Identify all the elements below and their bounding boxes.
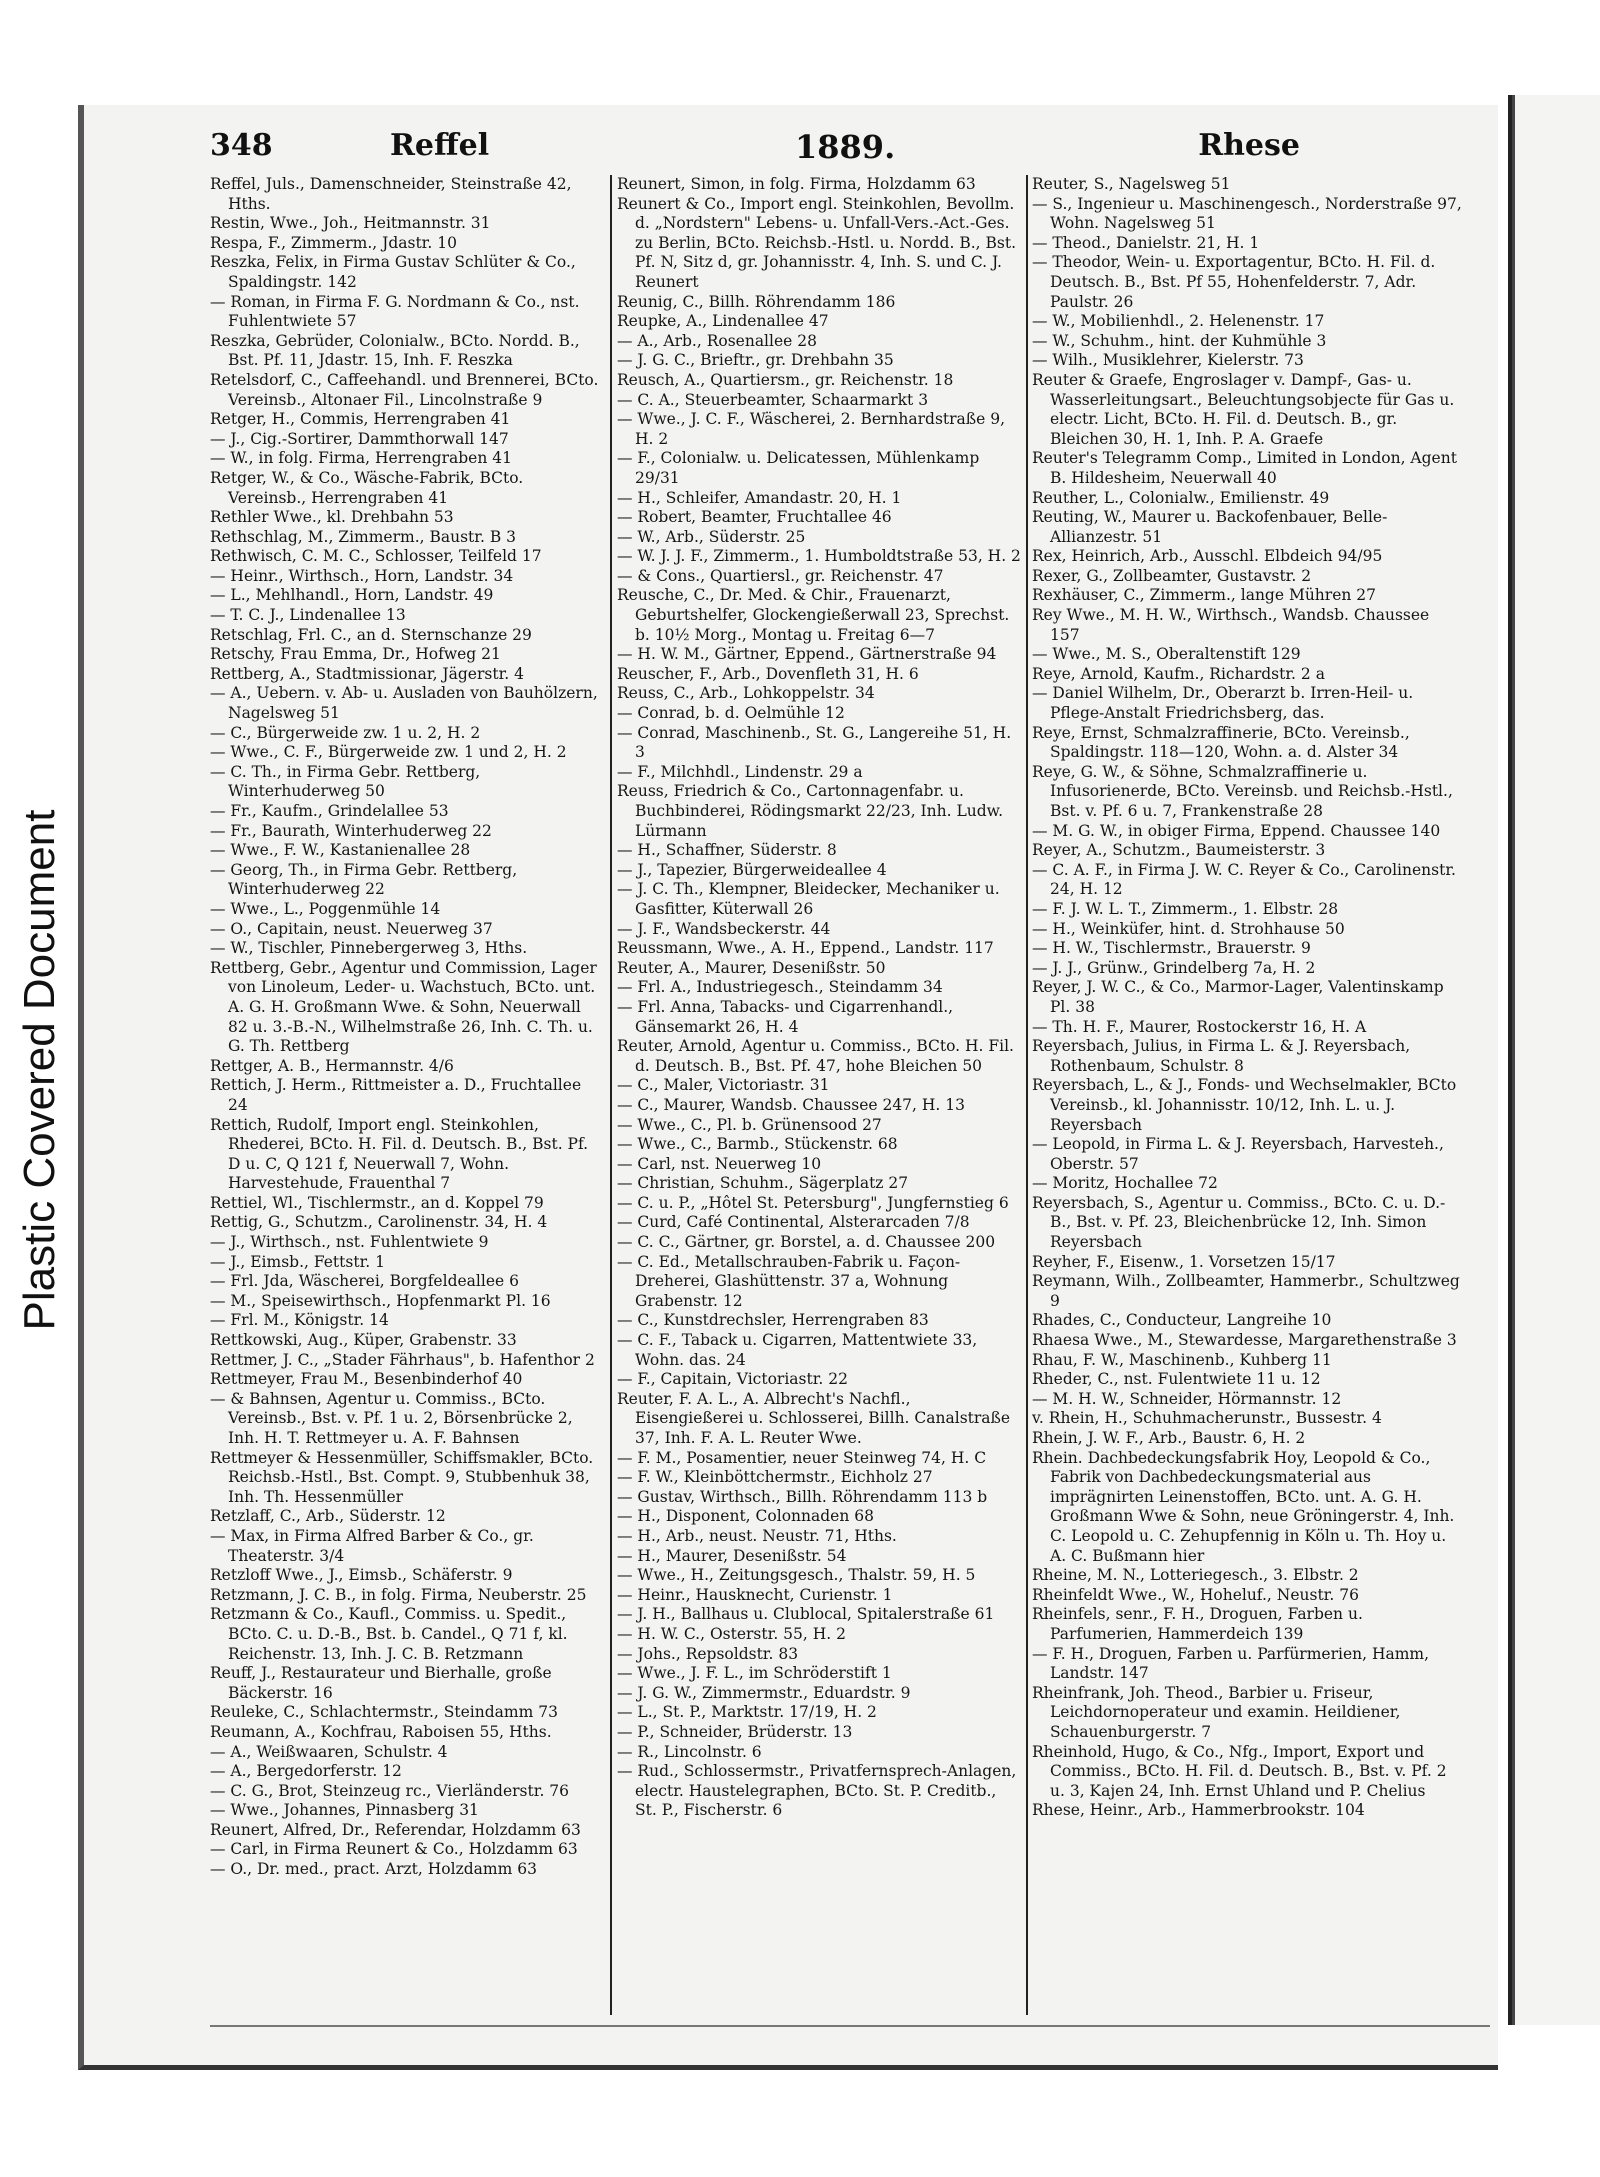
directory-entry: — H., Arb., neust. Neustr. 71, Hths.	[617, 1526, 897, 1545]
header-right-word: Rhese	[1198, 128, 1300, 163]
directory-entry: — H., Maurer, Desenißstr. 54	[617, 1546, 847, 1565]
directory-entry: — Wwe., C. F., Bürgerweide zw. 1 und 2, H. 2	[210, 743, 567, 762]
directory-entry: — Heinr., Hausknecht, Curienstr. 1	[617, 1585, 893, 1604]
directory-entry: Retzmann, J. C. B., in folg. Firma, Neuberstr. 25	[210, 1585, 587, 1604]
directory-entry: v. Rhein, H., Schuhmacherunstr., Bussestr. 4	[1032, 1409, 1382, 1428]
directory-entry: Rheinfels, senr., F. H., Droguen, Farben u. Parfumerien, Hammerdeich 139	[1032, 1605, 1363, 1643]
directory-entry: — Wwe., Johannes, Pinnasberg 31	[210, 1801, 479, 1820]
side-label: Plastic Covered Document	[15, 809, 64, 1331]
directory-entry: — J. F., Wandsbeckerstr. 44	[617, 919, 831, 938]
directory-entry: — J. J., Grünw., Grindelberg 7a, H. 2	[1032, 958, 1316, 977]
directory-entry: — Wwe., H., Zeitungsgesch., Thalstr. 59, H. 5	[617, 1566, 976, 1585]
directory-entry: — C. Th., in Firma Gebr. Rettberg, Winterhuderweg 50	[210, 762, 481, 801]
directory-entry: Rettmeyer, Frau M., Besenbinderhof 40	[210, 1370, 523, 1389]
directory-entry: — M. G. W., in obiger Firma, Eppend. Chaussee 140	[1032, 821, 1441, 840]
directory-entry: — C. A., Steuerbeamter, Schaarmarkt 3	[617, 390, 929, 409]
directory-entry: Rhau, F. W., Maschinenb., Kuhberg 11	[1032, 1350, 1332, 1369]
directory-entry: — F. W., Kleinböttchermstr., Eichholz 27	[617, 1468, 933, 1487]
directory-entry: Reupke, A., Lindenallee 47	[617, 312, 829, 331]
directory-entry: Reunert, Alfred, Dr., Referendar, Holzdamm 63	[210, 1820, 581, 1839]
directory-entry: — Conrad, b. d. Oelmühle 12	[617, 704, 845, 723]
directory-entry: — J., Tapezier, Bürgerweideallee 4	[617, 860, 887, 879]
header-year: 1889.	[795, 128, 896, 166]
directory-entry: — Robert, Beamter, Fruchtallee 46	[617, 508, 892, 527]
directory-entry: — C. C., Gärtner, gr. Borstel, a. d. Chaussee 200	[617, 1233, 996, 1252]
directory-entry: Reumann, A., Kochfrau, Raboisen 55, Hths.	[210, 1722, 552, 1741]
directory-entry: Rettkowski, Aug., Küper, Grabenstr. 33	[210, 1331, 517, 1350]
directory-entry: — C., Kunstdrechsler, Herrengraben 83	[617, 1311, 929, 1330]
directory-entry: — H., Schaffner, Süderstr. 8	[617, 841, 837, 860]
directory-entry: — Johs., Repsoldstr. 83	[617, 1644, 799, 1663]
directory-entry: — & Cons., Quartiersl., gr. Reichenstr. 47	[617, 566, 944, 585]
directory-entry: Reyer, A., Schutzm., Baumeisterstr. 3	[1032, 841, 1326, 860]
directory-entry: — W. J. J. F., Zimmerm., 1. Humboldtstraße 53, H. 2	[617, 547, 1021, 566]
directory-entry: — Wwe., F. W., Kastanienallee 28	[210, 841, 471, 860]
directory-entry: — J., Wirthsch., nst. Fuhlentwiete 9	[210, 1233, 489, 1252]
directory-entry: — Carl, in Firma Reunert & Co., Holzdamm 63	[210, 1840, 578, 1859]
spine-strip	[0, 0, 62, 2177]
directory-entry: — & Bahnsen, Agentur u. Commiss., BCto. Vereinsb., Bst. v. Pf. 1 u. 2, Börsenbrücke 2, Inh. H. T. Rettmeyer u. A. F. Bahnsen	[210, 1389, 573, 1447]
directory-entry: — O., Capitain, neust. Neuerweg 37	[210, 919, 493, 938]
directory-entry: — W., Mobilienhdl., 2. Helenenstr. 17	[1032, 312, 1325, 331]
directory-entry: Rethler Wwe., kl. Drehbahn 53	[210, 508, 454, 527]
directory-entry: — A., Bergedorferstr. 12	[210, 1762, 402, 1781]
column-2	[617, 175, 1022, 2035]
directory-entry: — Wwe., J. C. F., Wäscherei, 2. Bernhardstraße 9, H. 2	[617, 410, 1006, 448]
directory-entry: Reuleke, C., Schlachtermstr., Steindamm 73	[210, 1703, 558, 1722]
directory-entry: Reuff, J., Restaurateur und Bierhalle, große Bäckerstr. 16	[210, 1664, 552, 1702]
directory-entry: — H. W. M., Gärtner, Eppend., Gärtnerstraße 94	[617, 645, 997, 664]
directory-entry: Reuter & Graefe, Engroslager v. Dampf-, Gas- u. Wasserleitungsart., Beleuchtungsobjecte für Gas u. electr. Licht, BCto. H. Fil. d. Deutsch. B., gr. Bleichen 30, H. 1, Inh. P. A. Graefe	[1032, 370, 1455, 448]
directory-entry: — J. H., Ballhaus u. Clublocal, Spitalerstraße 61	[617, 1605, 995, 1624]
directory-entry: — W., Arb., Süderstr. 25	[617, 527, 806, 546]
directory-entry: Reunig, C., Billh. Röhrendamm 186	[617, 292, 896, 311]
directory-entry: — T. C. J., Lindenallee 13	[210, 606, 406, 625]
directory-entry: — A., Arb., Rosenallee 28	[617, 331, 817, 350]
directory-entry: Reuther, L., Colonialw., Emilienstr. 49	[1032, 488, 1330, 507]
directory-entry: Retger, W., & Co., Wäsche-Fabrik, BCto. Vereinsb., Herrengraben 41	[210, 468, 524, 507]
directory-entry: — Wwe., C., Barmb., Stückenstr. 68	[617, 1135, 898, 1154]
directory-entry: — Fr., Kaufm., Grindelallee 53	[210, 802, 449, 820]
directory-entry: — Wwe., J. F. L., im Schröderstift 1	[617, 1664, 892, 1683]
directory-entry: Reusche, C., Dr. Med. & Chir., Frauenarzt, Geburtshelfer, Glockengießerwall 23, Sprechst. b. 10½ Morg., Montag u. Freitag 6—7	[617, 586, 1010, 644]
directory-entry: Rettiel, Wl., Tischlermstr., an d. Koppel 79	[210, 1193, 544, 1212]
directory-entry: — F. H., Droguen, Farben u. Parfürmerien, Hamm, Landstr. 147	[1032, 1644, 1430, 1683]
directory-entry: — C. F., Taback u. Cigarren, Mattentwiete 33, Wohn. das. 24	[617, 1331, 978, 1369]
directory-entry: — Fr., Baurath, Winterhuderweg 22	[210, 821, 492, 840]
directory-entry: Retelsdorf, C., Caffeehandl. und Brennerei, BCto. Vereinsb., Altonaer Fil., Lincolnstraße 9	[210, 370, 599, 409]
directory-entry: Rhades, C., Conducteur, Langreihe 10	[1032, 1311, 1332, 1330]
directory-entry: — Frl. Jda, Wäscherei, Borgfeldeallee 6	[210, 1272, 519, 1291]
directory-entry: Reunert, Simon, in folg. Firma, Holzdamm 63	[617, 175, 976, 193]
directory-entry: Reymann, Wilh., Zollbeamter, Hammerbr., Schultzweg 9	[1032, 1272, 1460, 1310]
directory-entry: Rethschlag, M., Zimmerm., Baustr. B 3	[210, 527, 517, 546]
directory-entry: — H., Weinküfer, hint. d. Strohhause 50	[1032, 919, 1345, 938]
directory-entry: Rettberg, A., Stadtmissionar, Jägerstr. 4	[210, 664, 524, 683]
directory-entry: — Conrad, Maschinenb., St. G., Langereihe 51, H. 3	[617, 723, 1012, 762]
column-divider	[1026, 175, 1028, 2015]
directory-entry: — W., in folg. Firma, Herrengraben 41	[210, 449, 512, 468]
directory-entry: — Wilh., Musiklehrer, Kielerstr. 73	[1032, 351, 1304, 370]
directory-entry: Retschy, Frau Emma, Dr., Hofweg 21	[210, 645, 501, 664]
directory-entry: — Leopold, in Firma L. & J. Reyersbach, Harvesteh., Oberstr. 57	[1032, 1135, 1444, 1173]
directory-entry: — P., Schneider, Brüderstr. 13	[617, 1722, 853, 1741]
directory-entry: — H., Schleifer, Amandastr. 20, H. 1	[617, 488, 902, 507]
directory-entry: — Frl. Anna, Tabacks- und Cigarrenhandl., Gänsemarkt 26, H. 4	[617, 997, 954, 1036]
directory-entry: Rhese, Heinr., Arb., Hammerbrookstr. 104	[1032, 1801, 1365, 1820]
directory-entry: — Roman, in Firma F. G. Nordmann & Co., nst. Fuhlentwiete 57	[210, 292, 580, 331]
directory-entry: Reye, G. W., & Söhne, Schmalzraffinerie u. Infusorienerde, BCto. Vereinsb. und Reichsb.-Hstl., Bst. v. Pf. 6 u. 7, Frankenstraße 28	[1032, 762, 1453, 820]
directory-entry: — C. A. F., in Firma J. W. C. Reyer & Co., Carolinenstr. 24, H. 12	[1032, 860, 1456, 899]
directory-entry: — Moritz, Hochallee 72	[1032, 1174, 1218, 1193]
directory-entry: — Carl, nst. Neuerweg 10	[617, 1154, 822, 1173]
directory-entry: — F. M., Posamentier, neuer Steinweg 74, H. C	[617, 1448, 987, 1467]
directory-entry: Rheinhold, Hugo, & Co., Nfg., Import, Export und Commiss., BCto. H. Fil. d. Deutsch. B., Bst. v. Pf. 2 u. 3, Kajen 24, Inh. Ernst Uhland und P. Chelius	[1032, 1742, 1447, 1800]
directory-entry: — C. u. P., „Hôtel St. Petersburg", Jungfernstieg 6	[617, 1193, 1009, 1212]
directory-entry: — Frl. M., Königstr. 14	[210, 1311, 389, 1330]
directory-entry: — Gustav, Wirthsch., Billh. Röhrendamm 113 b	[617, 1487, 988, 1506]
page-gutter-line	[1512, 95, 1515, 2025]
directory-entry: — Frl. A., Industriegesch., Steindamm 34	[617, 978, 943, 997]
directory-entry: Rheinfrank, Joh. Theod., Barbier u. Friseur, Leichdornoperateur und examin. Heildiener, Schauenburgerstr. 7	[1032, 1683, 1401, 1741]
directory-entry: — Georg, Th., in Firma Gebr. Rettberg, Winterhuderweg 22	[210, 860, 518, 899]
directory-entry: Respa, F., Zimmerm., Jdastr. 10	[210, 233, 457, 252]
bottom-rule	[210, 2025, 1490, 2027]
directory-entry: Rettger, A. B., Hermannstr. 4/6	[210, 1056, 454, 1075]
directory-entry: Rheder, C., nst. Fulentwiete 11 u. 12	[1032, 1370, 1321, 1389]
directory-entry: — W., Tischler, Pinnebergerweg 3, Hths.	[210, 939, 528, 958]
directory-entry: Reszka, Felix, in Firma Gustav Schlüter & Co., Spaldingstr. 142	[210, 253, 576, 291]
directory-entry: — Christian, Schuhm., Sägerplatz 27	[617, 1174, 909, 1193]
directory-entry: — H., Disponent, Colonnaden 68	[617, 1507, 874, 1526]
directory-entry: — Th. H. F., Maurer, Rostockerstr 16, H. A	[1032, 1017, 1367, 1036]
directory-entry: Reusch, A., Quartiersm., gr. Reichenstr. 18	[617, 370, 954, 389]
directory-entry: — Rud., Schlossermstr., Privatfernsprech-Anlagen, electr. Haustelegraphen, BCto. St. P. Creditb., St. P., Fischerstr. 6	[617, 1762, 1017, 1820]
directory-entry: Reyersbach, L., & J., Fonds- und Wechselmakler, BCto Vereinsb., kl. Johannisstr. 10/12, Inh. L. u. J. Reyersbach	[1032, 1076, 1457, 1134]
directory-entry: Reuter's Telegramm Comp., Limited in London, Agent B. Hildesheim, Neuerwall 40	[1032, 449, 1457, 487]
directory-entry: — J., Cig.-Sortirer, Dammthorwall 147	[210, 429, 509, 448]
directory-entry: — H. W. C., Osterstr. 55, H. 2	[617, 1624, 846, 1643]
directory-entry: Restin, Wwe., Joh., Heitmannstr. 31	[210, 214, 491, 233]
directory-entry: Reuss, Friedrich & Co., Cartonnagenfabr. u. Buchbinderei, Rödingsmarkt 22/23, Inh. Ludw. Lürmann	[617, 782, 1004, 840]
directory-entry: Rettmeyer & Hessenmüller, Schiffsmakler, BCto. Reichsb.-Hstl., Bst. Compt. 9, Stubbenhuk 38, Inh. Th. Hessenmüller	[210, 1448, 594, 1506]
directory-entry: Retger, H., Commis, Herrengraben 41	[210, 410, 511, 429]
directory-entry: Reuter, A., Maurer, Desenißstr. 50	[617, 958, 886, 977]
directory-entry: — F. J. W. L. T., Zimmerm., 1. Elbstr. 28	[1032, 899, 1339, 918]
directory-entry: — J., Eimsb., Fettstr. 1	[210, 1252, 385, 1271]
directory-entry: — W., Schuhm., hint. der Kuhmühle 3	[1032, 331, 1327, 350]
directory-entry: Reunert & Co., Import engl. Steinkohlen, Bevollm. d. „Nordstern" Lebens- u. Unfall-Vers.-Act.-Ges. zu Berlin, BCto. Reichsb.-Hstl. u. Nordd. B., Bst. Pf. N, Sitz d, gr. Johannisstr. 4, Inh. S. und C. J. Reunert	[617, 194, 1017, 291]
directory-entry: Reffel, Juls., Damenschneider, Steinstraße 42, Hths.	[210, 175, 572, 213]
directory-entry: — C., Maler, Victoriastr. 31	[617, 1076, 830, 1095]
directory-entry: Rettmer, J. C., „Stader Fährhaus", b. Hafenthor 2	[210, 1350, 595, 1369]
directory-entry: — C., Maurer, Wandsb. Chaussee 247, H. 13	[617, 1095, 965, 1114]
directory-entry: Rey Wwe., M. H. W., Wirthsch., Wandsb. Chaussee 157	[1032, 606, 1430, 644]
directory-entry: — F., Colonialw. u. Delicatessen, Mühlenkamp 29/31	[617, 449, 980, 487]
directory-entry: Reuter, F. A. L., A. Albrecht's Nachfl., Eisengießerei u. Schlosserei, Billh. Canalstraße 37, Inh. F. A. L. Reuter Wwe.	[617, 1389, 1011, 1447]
directory-entry: Rettich, J. Herm., Rittmeister a. D., Fruchtallee 24	[210, 1076, 582, 1114]
directory-entry: Rettberg, Gebr., Agentur und Commission, Lager von Linoleum, Leder- u. Wachstuch, BCto. unt. A. G. H. Großmann Wwe. & Sohn, Neuerwall 82 u. 3.-B.-N., Wilhelmstraße 26, Inh. C. Th. u. G. Th. Rettberg	[210, 958, 597, 1056]
directory-entry: Retzlaff, C., Arb., Süderstr. 12	[210, 1507, 446, 1526]
directory-entry: — L., Mehlhandl., Horn, Landstr. 49	[210, 586, 494, 605]
directory-entry: Reuting, W., Maurer u. Backofenbauer, Belle-Allianzestr. 51	[1032, 508, 1388, 546]
directory-entry: Reyer, J. W. C., & Co., Marmor-Lager, Valentinskamp Pl. 38	[1032, 978, 1444, 1016]
directory-entry: — M., Speisewirthsch., Hopfenmarkt Pl. 16	[210, 1291, 551, 1310]
directory-entry: Reye, Arnold, Kaufm., Richardstr. 2 a	[1032, 664, 1325, 683]
directory-entry: Reussmann, Wwe., A. H., Eppend., Landstr. 117	[617, 939, 994, 958]
directory-entry: Rettig, G., Schutzm., Carolinenstr. 34, H. 4	[210, 1213, 548, 1232]
column-1	[210, 175, 605, 2035]
directory-entry: — J. C. Th., Klempner, Bleidecker, Mechaniker u. Gasfitter, Küterwall 26	[617, 880, 1000, 918]
directory-entry: Rhein, J. W. F., Arb., Baustr. 6, H. 2	[1032, 1429, 1306, 1447]
directory-entry: Rex, Heinrich, Arb., Ausschl. Elbdeich 94/95	[1032, 547, 1383, 566]
directory-entry: Reuter, Arnold, Agentur u. Commiss., BCto. H. Fil. d. Deutsch. B., Bst. Pf. 47, hohe Bleichen 50	[617, 1037, 1014, 1075]
directory-entry: — O., Dr. med., pract. Arzt, Holzdamm 63	[210, 1860, 537, 1879]
directory-entry: — Daniel Wilhelm, Dr., Oberarzt b. Irren-Heil- u. Pflege-Anstalt Friedrichsberg, das.	[1032, 684, 1414, 723]
directory-entry: — S., Ingenieur u. Maschinengesch., Norderstraße 97, Wohn. Nagelsweg 51	[1032, 194, 1462, 233]
directory-entry: — R., Lincolnstr. 6	[617, 1742, 762, 1761]
directory-entry: — H. W., Tischlermstr., Brauerstr. 9	[1032, 939, 1311, 958]
directory-entry: Reuss, C., Arb., Lohkoppelstr. 34	[617, 684, 875, 703]
directory-entry: — Curd, Café Continental, Alsterarcaden 7/8	[617, 1213, 970, 1232]
directory-entry: Reye, Ernst, Schmalzraffinerie, BCto. Vereinsb., Spaldingstr. 118—120, Wohn. a. d. Alster 34	[1032, 723, 1410, 762]
directory-entry: Reuter, S., Nagelsweg 51	[1032, 175, 1231, 193]
directory-entry: Retschlag, Frl. C., an d. Sternschanze 29	[210, 625, 532, 644]
directory-entry: Reyersbach, Julius, in Firma L. & J. Reyersbach, Rothenbaum, Schulstr. 8	[1032, 1037, 1411, 1075]
directory-entry: — Max, in Firma Alfred Barber & Co., gr. Theaterstr. 3/4	[210, 1526, 534, 1565]
directory-entry: — C. G., Brot, Steinzeug rc., Vierländerstr. 76	[210, 1781, 570, 1800]
header-left-word: Reffel	[390, 128, 490, 163]
directory-entry: — A., Uebern. v. Ab- u. Ausladen von Bauhölzern, Nagelsweg 51	[210, 684, 598, 723]
directory-entry: — Wwe., L., Poggenmühle 14	[210, 899, 441, 918]
page-number: 348	[210, 128, 273, 163]
directory-entry: Rettich, Rudolf, Import engl. Steinkohlen, Rhederei, BCto. H. Fil. d. Deutsch. B., Bst. Pf. D u. C, Q 121 f, Neuerwall 7, Wohn. Harvestehude, Frauenthal 7	[210, 1115, 589, 1193]
page-header	[210, 128, 1300, 168]
directory-entry: Retzmann & Co., Kaufl., Commiss. u. Spedit., BCto. C. u. D.-B., Bst. b. Candel., Q 71 f, kl. Reichenstr. 13, Inh. J. C. B. Retzmann	[210, 1605, 568, 1663]
directory-entry: — Theodor, Wein- u. Exportagentur, BCto. H. Fil. d. Deutsch. B., Bst. Pf 55, Hohenfelderstr. 7, Adr. Paulstr. 26	[1032, 253, 1436, 311]
directory-entry: — A., Weißwaaren, Schulstr. 4	[210, 1742, 448, 1761]
directory-entry: — Heinr., Wirthsch., Horn, Landstr. 34	[210, 566, 514, 585]
next-page-edge	[1508, 95, 1600, 2025]
column-3	[1032, 175, 1462, 2035]
directory-entry: Rheine, M. N., Lotteriegesch., 3. Elbstr. 2	[1032, 1566, 1359, 1585]
directory-entry: Reyersbach, S., Agentur u. Commiss., BCto. C. u. D.-B., Bst. v. Pf. 23, Bleichenbrücke 12, Inh. Simon Reyersbach	[1032, 1193, 1446, 1252]
directory-entry: Rhaesa Wwe., M., Stewardesse, Margarethenstraße 3	[1032, 1331, 1457, 1350]
directory-entry: Reyher, F., Eisenw., 1. Vorsetzen 15/17	[1032, 1252, 1336, 1271]
column-divider	[610, 175, 612, 2015]
directory-entry: — J. G. W., Zimmermstr., Eduardstr. 9	[617, 1683, 911, 1702]
directory-entry: Rexhäuser, C., Zimmerm., lange Mühren 27	[1032, 586, 1377, 605]
directory-entry: — F., Capitain, Victoriastr. 22	[617, 1370, 848, 1389]
directory-entry: — J. G. C., Brieftr., gr. Drehbahn 35	[617, 351, 894, 370]
directory-entry: Reszka, Gebrüder, Colonialw., BCto. Nordd. B., Bst. Pf. 11, Jdastr. 15, Inh. F. Reszka	[210, 331, 580, 370]
directory-entry: Rhein. Dachbedeckungsfabrik Hoy, Leopold & Co., Fabrik von Dachbedeckungsmaterial aus imprägnirten Leinenstoffen, BCto. unt. A. G. H. Großmann Wwe & Sohn, neue Gröningerstr. 4, Inh. C. Leopold u. C. Zehupfennig in Köln u. Th. Hoy u. A. C. Bußmann hier	[1032, 1448, 1455, 1565]
directory-entry: — Wwe., C., Pl. b. Grünensood 27	[617, 1115, 882, 1134]
directory-entry: — Theod., Danielstr. 21, H. 1	[1032, 233, 1260, 252]
directory-entry: Reuscher, F., Arb., Dovenfleth 31, H. 6	[617, 664, 919, 683]
directory-entry: Rheinfeldt Wwe., W., Hoheluf., Neustr. 76	[1032, 1585, 1359, 1604]
directory-entry: — C. Ed., Metallschrauben-Fabrik u. Façon-Dreherei, Glashüttenstr. 37 a, Wohnung Grabenstr. 12	[617, 1252, 961, 1310]
directory-entry: — C., Bürgerweide zw. 1 u. 2, H. 2	[210, 723, 481, 742]
directory-entry: — M. H. W., Schneider, Hörmannstr. 12	[1032, 1389, 1342, 1408]
directory-entry: — L., St. P., Marktstr. 17/19, H. 2	[617, 1703, 877, 1722]
directory-entry: Retzloff Wwe., J., Eimsb., Schäferstr. 9	[210, 1566, 513, 1585]
directory-entry: Rexer, G., Zollbeamter, Gustavstr. 2	[1032, 566, 1312, 585]
directory-entry: Rethwisch, C. M. C., Schlosser, Teilfeld 17	[210, 547, 542, 566]
directory-entry: — F., Milchhdl., Lindenstr. 29 a	[617, 762, 863, 781]
directory-entry: — Wwe., M. S., Oberaltenstift 129	[1032, 645, 1301, 664]
